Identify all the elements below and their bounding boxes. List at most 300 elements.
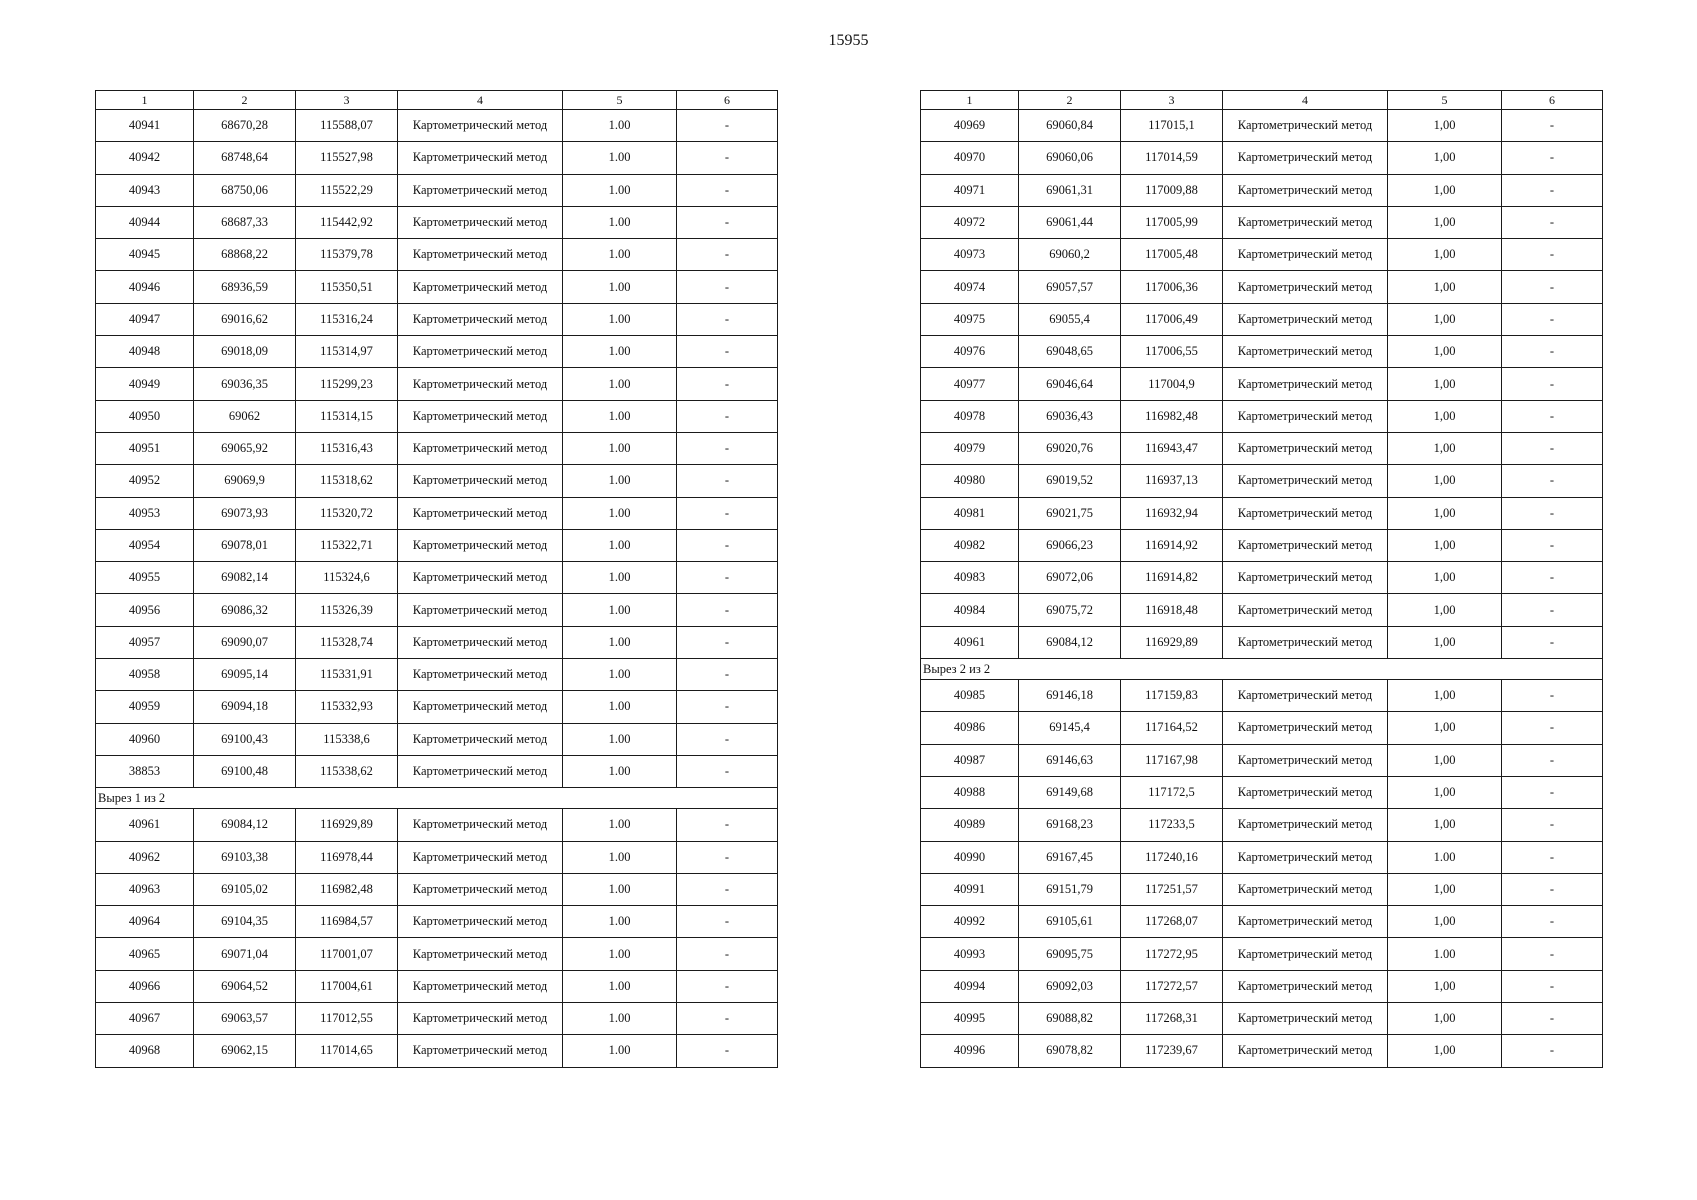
- note-cell: -: [1502, 562, 1603, 594]
- method-cell: Картометрический метод: [398, 239, 563, 271]
- column-header-6: 6: [1502, 91, 1603, 110]
- precision-cell: 1.00: [563, 626, 677, 658]
- table-row: [921, 776, 1603, 808]
- y-coordinate-cell: 115314,97: [296, 336, 398, 368]
- method-cell: Картометрический метод: [1223, 970, 1388, 1002]
- note-cell: -: [677, 529, 778, 561]
- precision-cell: 1.00: [563, 239, 677, 271]
- point-number-cell: 40967: [96, 1003, 194, 1035]
- note-cell: -: [677, 368, 778, 400]
- precision-cell: 1,00: [1388, 239, 1502, 271]
- precision-cell: 1.00: [563, 723, 677, 755]
- point-number-cell: 40979: [921, 432, 1019, 464]
- point-number-cell: 40991: [921, 873, 1019, 905]
- table-row: [921, 712, 1603, 744]
- precision-cell: 1.00: [1388, 938, 1502, 970]
- note-cell: -: [677, 626, 778, 658]
- method-cell: Картометрический метод: [1223, 680, 1388, 712]
- precision-cell: 1.00: [563, 142, 677, 174]
- note-cell: -: [1502, 174, 1603, 206]
- point-number-cell: 40944: [96, 206, 194, 238]
- method-cell: Картометрический метод: [398, 174, 563, 206]
- y-coordinate-cell: 115328,74: [296, 626, 398, 658]
- table-row: [96, 336, 778, 368]
- section-label: Вырез 2 из 2: [921, 659, 1603, 680]
- x-coordinate-cell: 68936,59: [194, 271, 296, 303]
- note-cell: -: [677, 841, 778, 873]
- method-cell: Картометрический метод: [1223, 206, 1388, 238]
- precision-cell: 1.00: [563, 938, 677, 970]
- note-cell: -: [1502, 626, 1603, 658]
- x-coordinate-cell: 69046,64: [1019, 368, 1121, 400]
- table-row: [96, 497, 778, 529]
- point-number-cell: 40984: [921, 594, 1019, 626]
- note-cell: -: [1502, 1003, 1603, 1035]
- x-coordinate-cell: 69088,82: [1019, 1003, 1121, 1035]
- precision-cell: 1,00: [1388, 110, 1502, 142]
- table-row: [921, 336, 1603, 368]
- precision-cell: 1.00: [563, 1003, 677, 1035]
- table-row: [921, 744, 1603, 776]
- point-number-cell: 40949: [96, 368, 194, 400]
- note-cell: -: [677, 659, 778, 691]
- x-coordinate-cell: 69149,68: [1019, 776, 1121, 808]
- y-coordinate-cell: 115379,78: [296, 239, 398, 271]
- point-number-cell: 40977: [921, 368, 1019, 400]
- method-cell: Картометрический метод: [398, 594, 563, 626]
- note-cell: -: [677, 594, 778, 626]
- method-cell: Картометрический метод: [1223, 626, 1388, 658]
- precision-cell: 1,00: [1388, 400, 1502, 432]
- point-number-cell: 40975: [921, 303, 1019, 335]
- note-cell: -: [677, 206, 778, 238]
- precision-cell: 1.00: [563, 1035, 677, 1067]
- point-number-cell: 40958: [96, 659, 194, 691]
- point-number-cell: 40955: [96, 562, 194, 594]
- y-coordinate-cell: 117164,52: [1121, 712, 1223, 744]
- note-cell: -: [677, 873, 778, 905]
- x-coordinate-cell: 69086,32: [194, 594, 296, 626]
- table-row: [96, 110, 778, 142]
- column-header-4: 4: [1223, 91, 1388, 110]
- precision-cell: 1,00: [1388, 368, 1502, 400]
- x-coordinate-cell: 69016,62: [194, 303, 296, 335]
- precision-cell: 1.00: [563, 691, 677, 723]
- point-number-cell: 40943: [96, 174, 194, 206]
- note-cell: -: [677, 239, 778, 271]
- method-cell: Картометрический метод: [1223, 809, 1388, 841]
- note-cell: -: [1502, 110, 1603, 142]
- table-row: [921, 271, 1603, 303]
- point-number-cell: 40950: [96, 400, 194, 432]
- y-coordinate-cell: 117172,5: [1121, 776, 1223, 808]
- method-cell: Картометрический метод: [398, 938, 563, 970]
- x-coordinate-cell: 69064,52: [194, 970, 296, 1002]
- y-coordinate-cell: 117272,95: [1121, 938, 1223, 970]
- precision-cell: 1.00: [563, 594, 677, 626]
- precision-cell: 1.00: [563, 562, 677, 594]
- point-number-cell: 40988: [921, 776, 1019, 808]
- y-coordinate-cell: 116978,44: [296, 841, 398, 873]
- table-row: [921, 938, 1603, 970]
- x-coordinate-cell: 69075,72: [1019, 594, 1121, 626]
- x-coordinate-cell: 69020,76: [1019, 432, 1121, 464]
- method-cell: Картометрический метод: [1223, 239, 1388, 271]
- column-header-3: 3: [296, 91, 398, 110]
- x-coordinate-cell: 69084,12: [1019, 626, 1121, 658]
- precision-cell: 1,00: [1388, 529, 1502, 561]
- method-cell: Картометрический метод: [398, 626, 563, 658]
- y-coordinate-cell: 117005,48: [1121, 239, 1223, 271]
- note-cell: -: [677, 906, 778, 938]
- method-cell: Картометрический метод: [1223, 938, 1388, 970]
- point-number-cell: 40995: [921, 1003, 1019, 1035]
- method-cell: Картометрический метод: [398, 562, 563, 594]
- table-body: [96, 110, 778, 1068]
- note-cell: -: [677, 1035, 778, 1067]
- method-cell: Картометрический метод: [1223, 776, 1388, 808]
- y-coordinate-cell: 117167,98: [1121, 744, 1223, 776]
- point-number-cell: 40945: [96, 239, 194, 271]
- note-cell: -: [1502, 432, 1603, 464]
- table-row: [921, 206, 1603, 238]
- x-coordinate-cell: 69060,84: [1019, 110, 1121, 142]
- method-cell: Картометрический метод: [398, 497, 563, 529]
- method-cell: Картометрический метод: [398, 873, 563, 905]
- x-coordinate-cell: 69060,06: [1019, 142, 1121, 174]
- point-number-cell: 40951: [96, 432, 194, 464]
- y-coordinate-cell: 117233,5: [1121, 809, 1223, 841]
- x-coordinate-cell: 69145,4: [1019, 712, 1121, 744]
- method-cell: Картометрический метод: [1223, 562, 1388, 594]
- note-cell: -: [1502, 712, 1603, 744]
- table-row: [921, 970, 1603, 1002]
- x-coordinate-cell: 69036,35: [194, 368, 296, 400]
- table-row: [921, 174, 1603, 206]
- precision-cell: 1.00: [563, 841, 677, 873]
- y-coordinate-cell: 116929,89: [1121, 626, 1223, 658]
- table-row: [96, 938, 778, 970]
- note-cell: -: [1502, 906, 1603, 938]
- precision-cell: 1,00: [1388, 594, 1502, 626]
- method-cell: Картометрический метод: [1223, 497, 1388, 529]
- note-cell: -: [677, 562, 778, 594]
- note-cell: -: [677, 142, 778, 174]
- method-cell: Картометрический метод: [398, 271, 563, 303]
- point-number-cell: 40965: [96, 938, 194, 970]
- method-cell: Картометрический метод: [398, 906, 563, 938]
- method-cell: Картометрический метод: [1223, 271, 1388, 303]
- table-row: [96, 1035, 778, 1067]
- method-cell: Картометрический метод: [1223, 174, 1388, 206]
- method-cell: Картометрический метод: [398, 368, 563, 400]
- y-coordinate-cell: 117012,55: [296, 1003, 398, 1035]
- y-coordinate-cell: 115316,43: [296, 432, 398, 464]
- table-row: [921, 1035, 1603, 1067]
- y-coordinate-cell: 117239,67: [1121, 1035, 1223, 1067]
- table-body: [921, 110, 1603, 1068]
- x-coordinate-cell: 69048,65: [1019, 336, 1121, 368]
- table-row: [96, 626, 778, 658]
- precision-cell: 1.00: [563, 906, 677, 938]
- x-coordinate-cell: 69062,15: [194, 1035, 296, 1067]
- table-row: [921, 142, 1603, 174]
- table-row: [96, 303, 778, 335]
- precision-cell: 1,00: [1388, 174, 1502, 206]
- note-cell: -: [1502, 1035, 1603, 1067]
- table-header-row: [96, 91, 778, 110]
- column-header-3: 3: [1121, 91, 1223, 110]
- point-number-cell: 40946: [96, 271, 194, 303]
- y-coordinate-cell: 115299,23: [296, 368, 398, 400]
- method-cell: Картометрический метод: [398, 1003, 563, 1035]
- point-number-cell: 40983: [921, 562, 1019, 594]
- table-row: [96, 723, 778, 755]
- x-coordinate-cell: 69060,2: [1019, 239, 1121, 271]
- precision-cell: 1,00: [1388, 271, 1502, 303]
- method-cell: Картометрический метод: [398, 400, 563, 432]
- table-row: [96, 970, 778, 1002]
- y-coordinate-cell: 116914,92: [1121, 529, 1223, 561]
- x-coordinate-cell: 69078,82: [1019, 1035, 1121, 1067]
- precision-cell: 1,00: [1388, 465, 1502, 497]
- note-cell: -: [677, 336, 778, 368]
- table-row: [96, 594, 778, 626]
- x-coordinate-cell: 69103,38: [194, 841, 296, 873]
- point-number-cell: 40993: [921, 938, 1019, 970]
- note-cell: -: [1502, 938, 1603, 970]
- note-cell: -: [1502, 529, 1603, 561]
- x-coordinate-cell: 69021,75: [1019, 497, 1121, 529]
- x-coordinate-cell: 69063,57: [194, 1003, 296, 1035]
- x-coordinate-cell: 68687,33: [194, 206, 296, 238]
- method-cell: Картометрический метод: [1223, 841, 1388, 873]
- x-coordinate-cell: 69092,03: [1019, 970, 1121, 1002]
- table-row: [96, 174, 778, 206]
- table-row: [921, 465, 1603, 497]
- section-row: [921, 659, 1603, 680]
- note-cell: -: [677, 432, 778, 464]
- x-coordinate-cell: 69082,14: [194, 562, 296, 594]
- y-coordinate-cell: 115324,6: [296, 562, 398, 594]
- x-coordinate-cell: 69146,63: [1019, 744, 1121, 776]
- y-coordinate-cell: 117268,07: [1121, 906, 1223, 938]
- point-number-cell: 40969: [921, 110, 1019, 142]
- y-coordinate-cell: 117159,83: [1121, 680, 1223, 712]
- y-coordinate-cell: 117240,16: [1121, 841, 1223, 873]
- precision-cell: 1,00: [1388, 970, 1502, 1002]
- method-cell: Картометрический метод: [398, 970, 563, 1002]
- precision-cell: 1.00: [563, 303, 677, 335]
- point-number-cell: 40961: [921, 626, 1019, 658]
- note-cell: -: [677, 938, 778, 970]
- precision-cell: 1.00: [563, 368, 677, 400]
- y-coordinate-cell: 117268,31: [1121, 1003, 1223, 1035]
- note-cell: -: [1502, 873, 1603, 905]
- note-cell: -: [1502, 841, 1603, 873]
- point-number-cell: 40974: [921, 271, 1019, 303]
- point-number-cell: 40957: [96, 626, 194, 658]
- precision-cell: 1,00: [1388, 336, 1502, 368]
- y-coordinate-cell: 115442,92: [296, 206, 398, 238]
- precision-cell: 1,00: [1388, 906, 1502, 938]
- table-row: [921, 680, 1603, 712]
- x-coordinate-cell: 69061,31: [1019, 174, 1121, 206]
- method-cell: Картометрический метод: [1223, 432, 1388, 464]
- x-coordinate-cell: 69019,52: [1019, 465, 1121, 497]
- y-coordinate-cell: 117004,9: [1121, 368, 1223, 400]
- y-coordinate-cell: 115331,91: [296, 659, 398, 691]
- x-coordinate-cell: 69100,48: [194, 755, 296, 787]
- point-number-cell: 40953: [96, 497, 194, 529]
- precision-cell: 1,00: [1388, 497, 1502, 529]
- note-cell: -: [677, 497, 778, 529]
- note-cell: -: [1502, 206, 1603, 238]
- table-row: [96, 691, 778, 723]
- table-row: [96, 142, 778, 174]
- precision-cell: 1,00: [1388, 1035, 1502, 1067]
- note-cell: -: [677, 691, 778, 723]
- method-cell: Картометрический метод: [1223, 142, 1388, 174]
- precision-cell: 1,00: [1388, 432, 1502, 464]
- x-coordinate-cell: 69105,61: [1019, 906, 1121, 938]
- method-cell: Картометрический метод: [398, 142, 563, 174]
- x-coordinate-cell: 69069,9: [194, 465, 296, 497]
- precision-cell: 1.00: [563, 529, 677, 561]
- y-coordinate-cell: 117005,99: [1121, 206, 1223, 238]
- column-header-4: 4: [398, 91, 563, 110]
- point-number-cell: 40996: [921, 1035, 1019, 1067]
- note-cell: -: [1502, 594, 1603, 626]
- precision-cell: 1,00: [1388, 873, 1502, 905]
- precision-cell: 1,00: [1388, 809, 1502, 841]
- precision-cell: 1,00: [1388, 562, 1502, 594]
- point-number-cell: 40973: [921, 239, 1019, 271]
- precision-cell: 1.00: [563, 497, 677, 529]
- point-number-cell: 40987: [921, 744, 1019, 776]
- point-number-cell: 40985: [921, 680, 1019, 712]
- note-cell: -: [677, 400, 778, 432]
- x-coordinate-cell: 68748,64: [194, 142, 296, 174]
- table-row: [96, 755, 778, 787]
- precision-cell: 1.00: [563, 400, 677, 432]
- method-cell: Картометрический метод: [1223, 744, 1388, 776]
- point-number-cell: 40982: [921, 529, 1019, 561]
- point-number-cell: 40994: [921, 970, 1019, 1002]
- x-coordinate-cell: 69061,44: [1019, 206, 1121, 238]
- point-number-cell: 40990: [921, 841, 1019, 873]
- table-row: [96, 400, 778, 432]
- coordinates-table-left: [95, 90, 778, 1068]
- method-cell: Картометрический метод: [398, 691, 563, 723]
- column-header-6: 6: [677, 91, 778, 110]
- x-coordinate-cell: 69151,79: [1019, 873, 1121, 905]
- x-coordinate-cell: 69072,06: [1019, 562, 1121, 594]
- precision-cell: 1,00: [1388, 776, 1502, 808]
- table-row: [921, 906, 1603, 938]
- table-row: [921, 873, 1603, 905]
- method-cell: Картометрический метод: [1223, 594, 1388, 626]
- method-cell: Картометрический метод: [398, 723, 563, 755]
- table-row: [921, 1003, 1603, 1035]
- precision-cell: 1.00: [563, 970, 677, 1002]
- precision-cell: 1.00: [1388, 841, 1502, 873]
- point-number-cell: 40942: [96, 142, 194, 174]
- y-coordinate-cell: 116929,89: [296, 809, 398, 841]
- table-row: [921, 497, 1603, 529]
- method-cell: Картометрический метод: [1223, 110, 1388, 142]
- note-cell: -: [677, 174, 778, 206]
- table-row: [921, 400, 1603, 432]
- y-coordinate-cell: 116984,57: [296, 906, 398, 938]
- x-coordinate-cell: 69057,57: [1019, 271, 1121, 303]
- point-number-cell: 40972: [921, 206, 1019, 238]
- point-number-cell: 40962: [96, 841, 194, 873]
- method-cell: Картометрический метод: [398, 110, 563, 142]
- note-cell: -: [677, 970, 778, 1002]
- note-cell: -: [1502, 497, 1603, 529]
- point-number-cell: 40978: [921, 400, 1019, 432]
- x-coordinate-cell: 69066,23: [1019, 529, 1121, 561]
- precision-cell: 1,00: [1388, 1003, 1502, 1035]
- y-coordinate-cell: 116918,48: [1121, 594, 1223, 626]
- precision-cell: 1.00: [563, 659, 677, 691]
- table-row: [96, 1003, 778, 1035]
- table-row: [921, 303, 1603, 335]
- note-cell: -: [1502, 336, 1603, 368]
- method-cell: Картометрический метод: [398, 206, 563, 238]
- point-number-cell: 40959: [96, 691, 194, 723]
- table-row: [921, 529, 1603, 561]
- column-header-1: 1: [96, 91, 194, 110]
- method-cell: Картометрический метод: [1223, 1003, 1388, 1035]
- method-cell: Картометрический метод: [398, 755, 563, 787]
- column-header-5: 5: [563, 91, 677, 110]
- precision-cell: 1,00: [1388, 206, 1502, 238]
- precision-cell: 1.00: [563, 271, 677, 303]
- y-coordinate-cell: 117001,07: [296, 938, 398, 970]
- note-cell: -: [1502, 271, 1603, 303]
- point-number-cell: 40992: [921, 906, 1019, 938]
- y-coordinate-cell: 117009,88: [1121, 174, 1223, 206]
- note-cell: -: [677, 465, 778, 497]
- coordinates-table-right: [920, 90, 1603, 1068]
- method-cell: Картометрический метод: [398, 465, 563, 497]
- y-coordinate-cell: 115318,62: [296, 465, 398, 497]
- x-coordinate-cell: 69062: [194, 400, 296, 432]
- y-coordinate-cell: 115350,51: [296, 271, 398, 303]
- note-cell: -: [1502, 970, 1603, 1002]
- method-cell: Картометрический метод: [1223, 873, 1388, 905]
- page-number: 15955: [828, 32, 869, 49]
- point-number-cell: 40954: [96, 529, 194, 561]
- table-row: [921, 809, 1603, 841]
- table-row: [96, 841, 778, 873]
- x-coordinate-cell: 69094,18: [194, 691, 296, 723]
- y-coordinate-cell: 115326,39: [296, 594, 398, 626]
- point-number-cell: 40941: [96, 110, 194, 142]
- precision-cell: 1.00: [563, 110, 677, 142]
- method-cell: Картометрический метод: [398, 303, 563, 335]
- note-cell: -: [1502, 303, 1603, 335]
- y-coordinate-cell: 117006,55: [1121, 336, 1223, 368]
- x-coordinate-cell: 69090,07: [194, 626, 296, 658]
- note-cell: -: [677, 1003, 778, 1035]
- method-cell: Картометрический метод: [398, 529, 563, 561]
- method-cell: Картометрический метод: [1223, 906, 1388, 938]
- table-row: [921, 562, 1603, 594]
- x-coordinate-cell: 69095,14: [194, 659, 296, 691]
